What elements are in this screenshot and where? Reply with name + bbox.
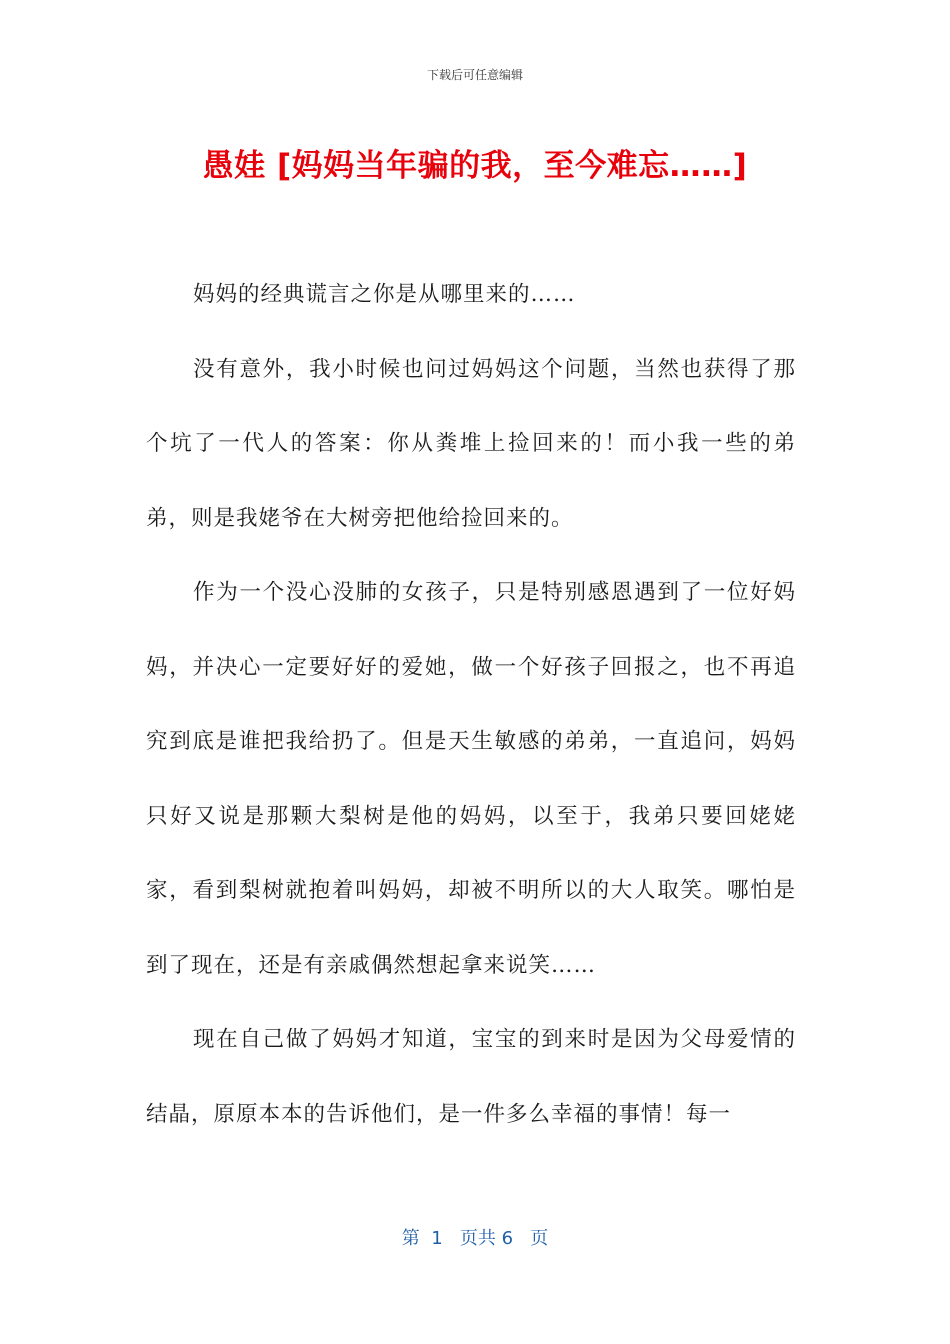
page-footer: 第 1 页共 6 页 xyxy=(401,1228,549,1249)
document-body xyxy=(146,258,796,1152)
document-title: 愚娃 [妈妈当年骗的我，至今难忘……] xyxy=(202,148,748,184)
paragraph: 妈妈的经典谎言之你是从哪里来的…… xyxy=(193,282,576,307)
paragraph: 作为一个没心没肺的女孩子，只是特别感恩遇到了一位好妈妈，并决心一定要好好的爱她，做一个好孩子回报之，也不再追究到底是谁把我给扔了。但是天生敏感的弟弟，一直追问，妈妈只好又说是那颗大梨树是他的妈妈，以至于，我弟只要回姥姥家，看到梨树就抱着叫妈妈，却被不明所以的大人取笑。哪怕是到了现在，还是有亲戚偶然想起拿来说笑…… xyxy=(146,580,796,978)
paragraph: 没有意外，我小时候也问过妈妈这个问题，当然也获得了那个坑了一代人的答案：你从粪堆上捡回来的！而小我一些的弟弟，则是我姥爷在大树旁把他给捡回来的。 xyxy=(146,356,796,531)
header-note: 下载后可任意编辑 xyxy=(426,68,523,82)
paragraph: 现在自己做了妈妈才知道，宝宝的到来时是因为父母爱情的结晶，原原本本的告诉他们，是一件多么幸福的事情！每一 xyxy=(146,1027,796,1127)
